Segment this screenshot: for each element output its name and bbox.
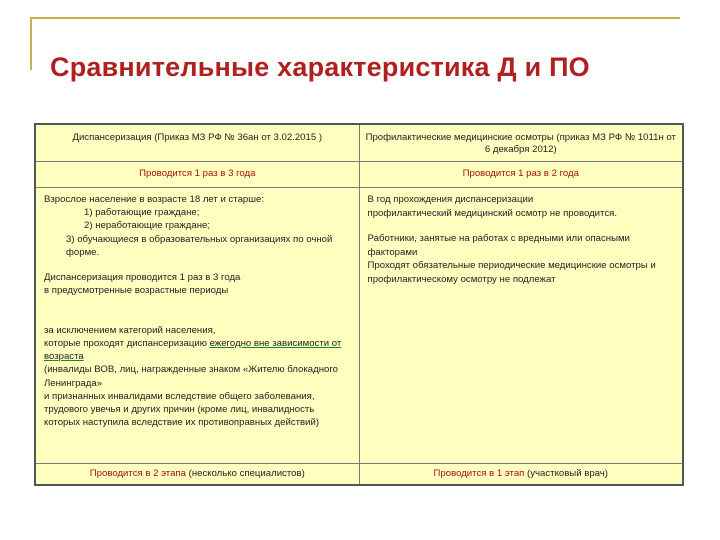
annual-emphasis: ежегодно вне зависимости от возраста <box>44 337 342 363</box>
age-periods-line: в предусмотренные возрастные периоды <box>44 285 229 297</box>
mandatory-exams-line: Проходят обязательные периодические медицинские осмотры и <box>367 260 656 272</box>
comparison-table <box>34 123 684 486</box>
frame-line-top <box>30 17 680 19</box>
details-dispanserization <box>35 187 359 463</box>
category-students: 3) обучающиеся в образовательных организациях по очной форме. <box>66 233 333 258</box>
frequency-dispanserization: Проводится 1 раз в 3 года <box>35 161 359 187</box>
stages-dispanserization-count: Проводится в 2 этапа <box>89 467 186 479</box>
category-nonworking: 2) неработающие граждане; <box>84 220 211 232</box>
population-line: Взрослое население в возрасте 18 лет и старше: <box>44 193 264 205</box>
details-row <box>35 187 683 463</box>
header-row <box>35 124 683 161</box>
stages-prof-exam <box>359 463 683 485</box>
header-dispanserization: Диспансеризация (Приказ МЗ РФ № 36ан от 3.02.2015 ) <box>35 124 359 161</box>
details-prof-exam <box>359 187 683 463</box>
stages-prof-exam-count: Проводится в 1 этап <box>433 467 525 479</box>
hazard-workers-line: Работники, занятые на работах с вредными или опасными факторами <box>367 233 630 258</box>
not-subject-line: профилактическому осмотру не подлежат <box>367 273 556 285</box>
stages-prof-exam-note: (участковый врач) <box>524 467 608 479</box>
frequency-prof-exam: Проводится 1 раз в 2 года <box>359 161 683 187</box>
annual-line-text: которые проходят диспансеризацию <box>44 337 207 349</box>
schedule-line: Диспансеризация проводится 1 раз в 3 года <box>44 272 241 284</box>
year-line: В год прохождения диспансеризации <box>367 193 534 205</box>
stages-dispanserization-note: (несколько специалистов) <box>185 467 305 479</box>
slide-title: Сравнительные характеристика Д и ПО <box>50 52 590 82</box>
category-working: 1) работающие граждане; <box>84 207 200 219</box>
stages-row <box>35 463 683 485</box>
stages-dispanserization <box>35 463 359 485</box>
frame-line-left <box>30 17 32 70</box>
frequency-row <box>35 161 683 187</box>
header-prof-exam: Профилактические медицинские осмотры (приказ МЗ РФ № 1011н от 6 декабря 2012) <box>359 124 683 161</box>
exception-line: за исключением категорий населения, <box>44 324 216 336</box>
no-exam-line: профилактический медицинский осмотр не проводится. <box>367 207 617 219</box>
annual-line <box>44 337 351 363</box>
veterans-line: (инвалиды ВОВ, лиц, награжденные знаком «Жителю блокадного Ленинграда» <box>44 364 338 389</box>
disabled-line: и признанных инвалидами вследствие общего заболевания, трудового увечья и других причин (кроме лиц, инвалидность которых наступила вследствие их противоправных действий) <box>44 390 320 429</box>
